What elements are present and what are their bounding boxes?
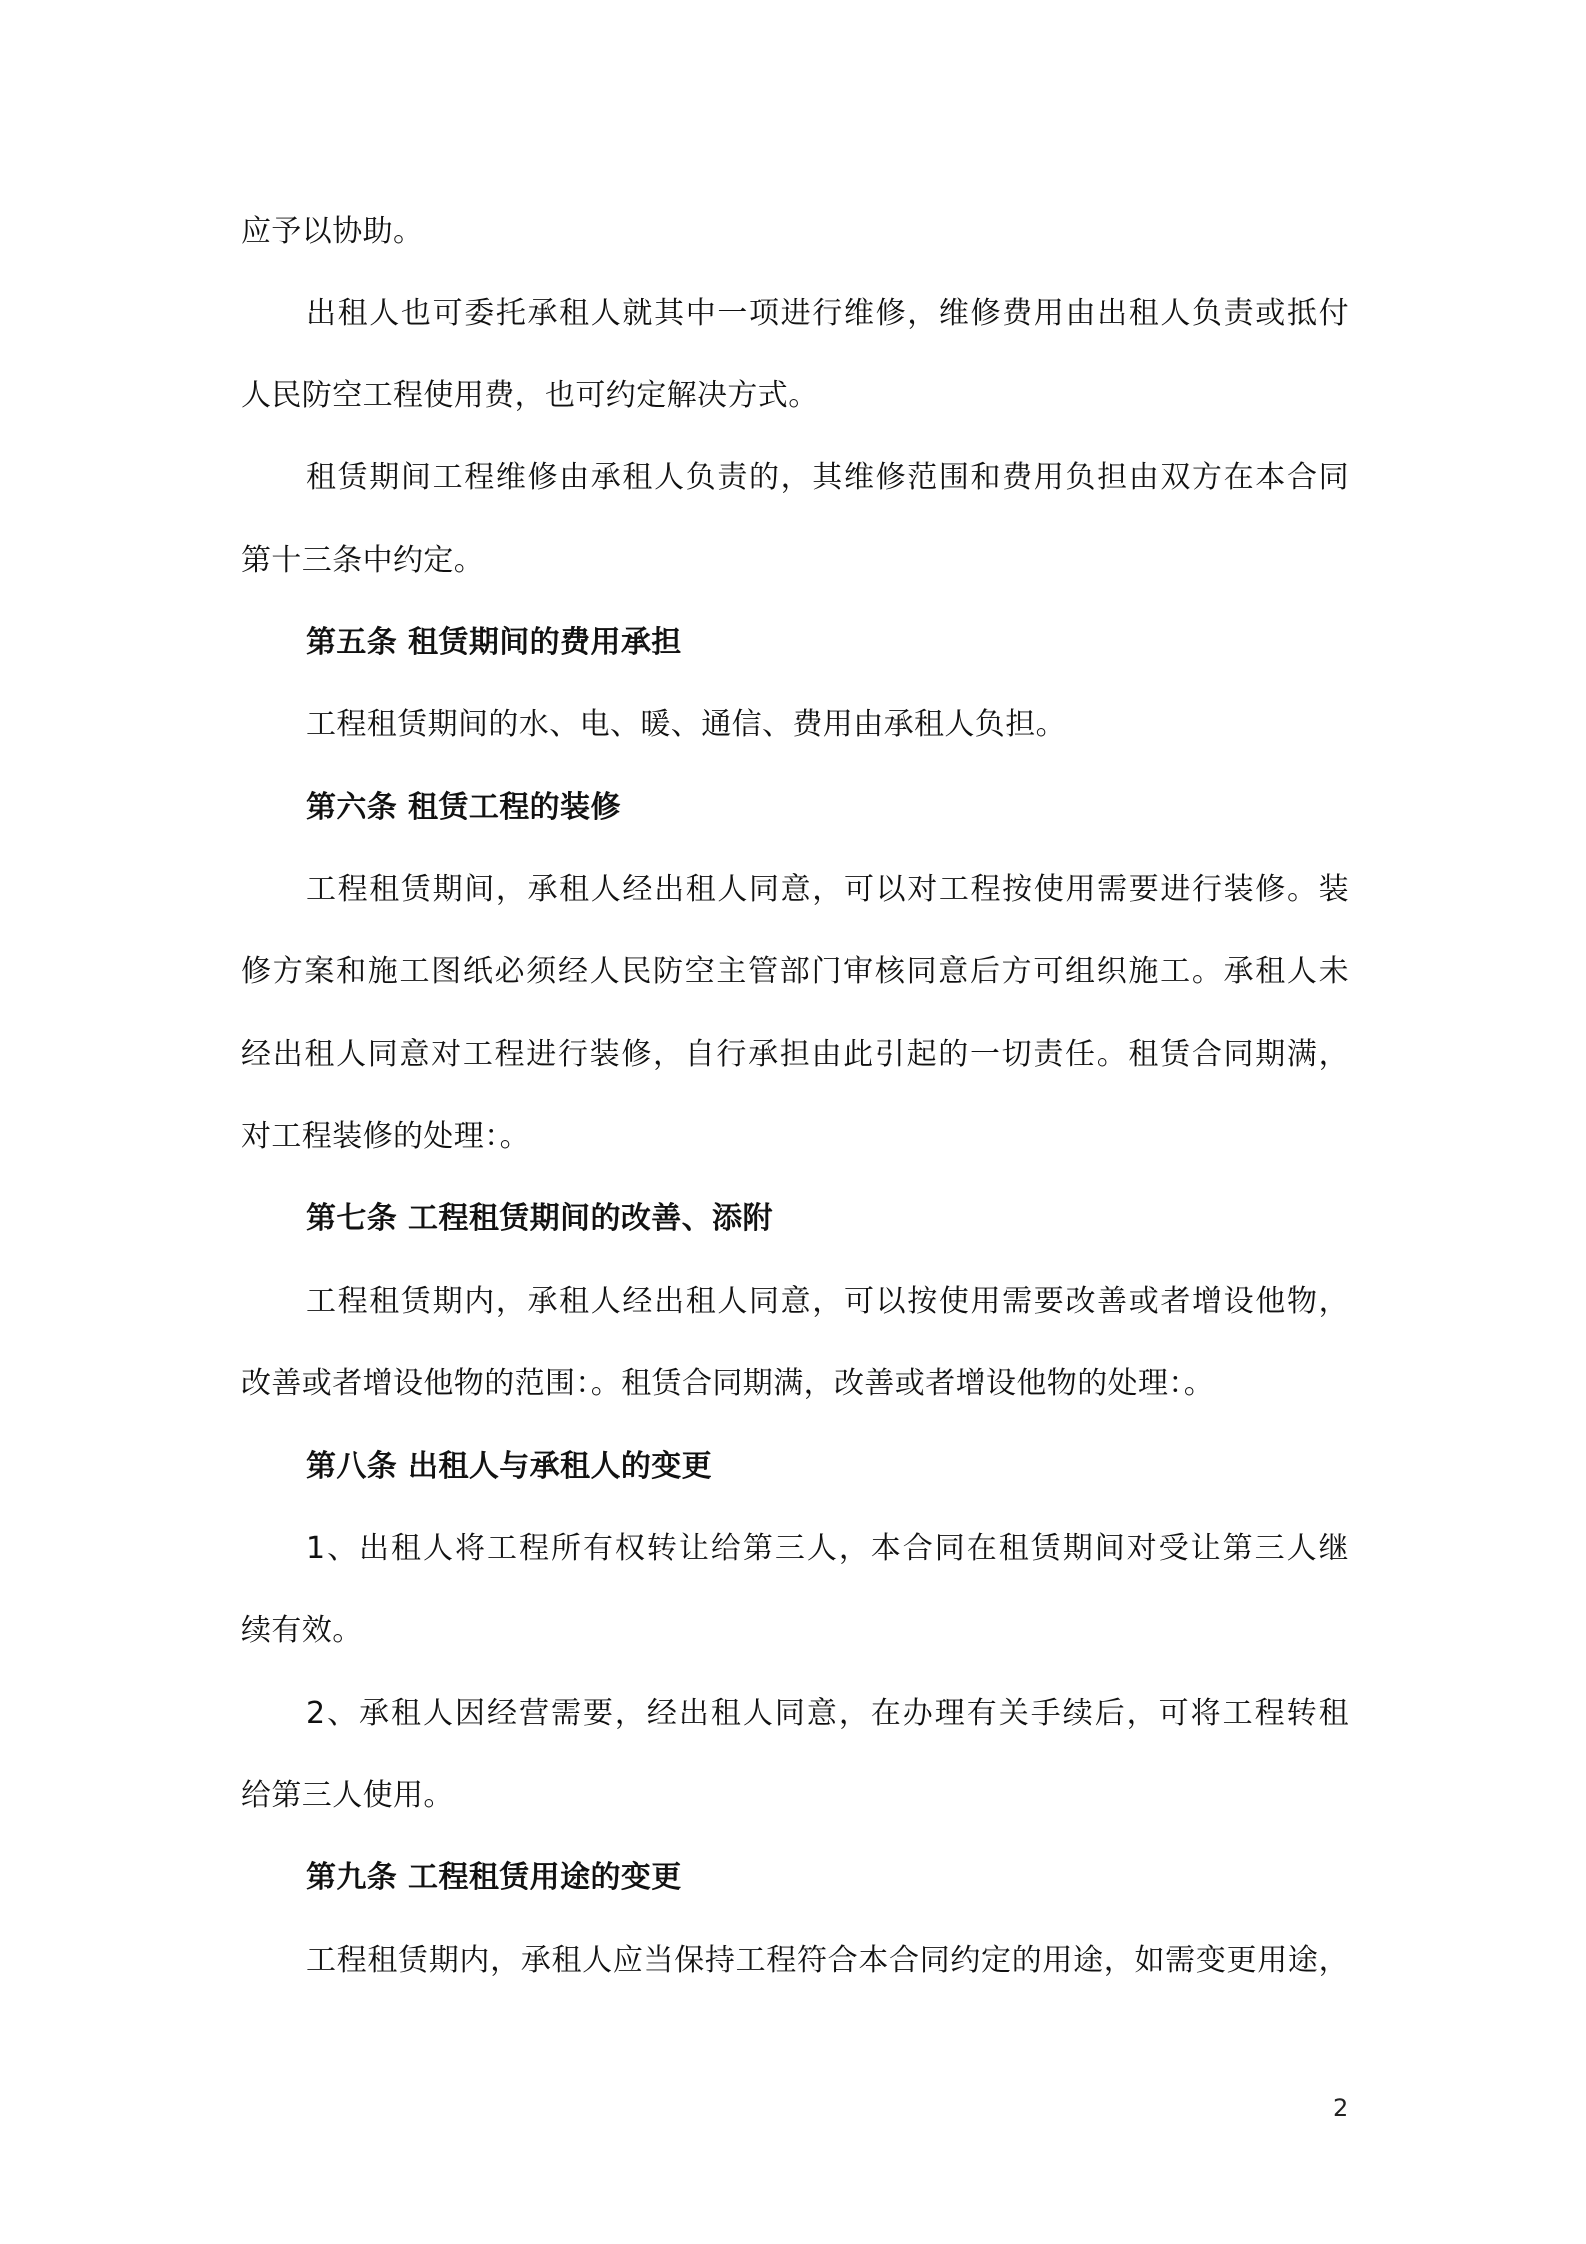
paragraph-line: 给第三人使用。	[241, 1778, 454, 1813]
paragraph-line: 改善或者增设他物的范围：。租赁合同期满，改善或者增设他物的处理：。	[241, 1366, 1215, 1401]
paragraph-line: 修方案和施工图纸必须经人民防空主管部门审核同意后方可组织施工。承租人未	[241, 954, 1349, 989]
paragraph-line: 租赁期间工程维修由承租人负责的，其维修范围和费用负担由双方在本合同	[306, 460, 1349, 495]
section-heading: 第八条 出租人与承租人的变更	[306, 1449, 713, 1484]
page-number: 2	[1333, 2094, 1349, 2122]
paragraph-line: 1、出租人将工程所有权转让给第三人，本合同在租赁期间对受让第三人继	[306, 1531, 1349, 1566]
paragraph-line: 经出租人同意对工程进行装修，自行承担由此引起的一切责任。租赁合同期满，	[241, 1037, 1349, 1072]
paragraph-line: 工程租赁期内，承租人经出租人同意，可以按使用需要改善或者增设他物，	[306, 1284, 1349, 1319]
paragraph-line: 对工程装修的处理：。	[241, 1119, 530, 1154]
paragraph-line: 工程租赁期间的水、电、暖、通信、费用由承租人负担。	[306, 707, 1066, 742]
section-heading: 第五条 租赁期间的费用承担	[306, 625, 682, 660]
section-heading: 第六条 租赁工程的装修	[306, 790, 621, 825]
paragraph-line: 人民防空工程使用费，也可约定解决方式。	[241, 378, 819, 413]
paragraph-line: 工程租赁期间，承租人经出租人同意，可以对工程按使用需要进行装修。装	[306, 872, 1349, 907]
paragraph-line: 续有效。	[241, 1613, 363, 1648]
section-heading: 第七条 工程租赁期间的改善、添附	[306, 1201, 773, 1236]
section-heading: 第九条 工程租赁用途的变更	[306, 1860, 682, 1895]
paragraph-line: 出租人也可委托承租人就其中一项进行维修，维修费用由出租人负责或抵付	[306, 296, 1349, 331]
paragraph-line: 第十三条中约定。	[241, 543, 485, 578]
paragraph-line: 应予以协助。	[241, 214, 424, 249]
paragraph-line: 工程租赁期内，承租人应当保持工程符合本合同约定的用途，如需变更用途，	[306, 1943, 1349, 1978]
paragraph-line: 2、承租人因经营需要，经出租人同意，在办理有关手续后，可将工程转租	[306, 1696, 1349, 1731]
